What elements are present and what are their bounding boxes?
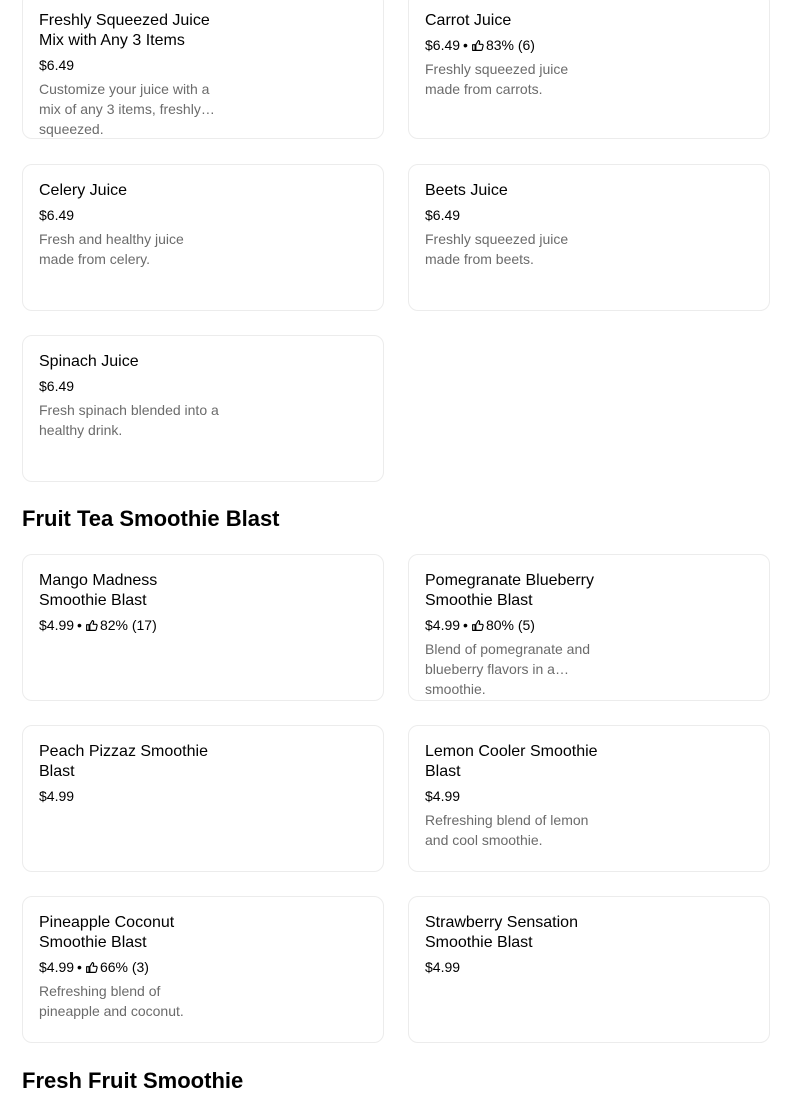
item-name: Beets Juice (425, 182, 508, 199)
item-price: $4.99 (39, 959, 75, 975)
item-price: $6.49 (425, 207, 461, 223)
item-name: Lemon Cooler Smoothie Blast (425, 743, 598, 780)
menu-item-card[interactable] (408, 896, 770, 1043)
item-rating: 82% (17) (99, 617, 157, 633)
section-title: Fresh Fruit Smoothie (22, 1068, 244, 1093)
item-description: Customize your juice with a mix of any 3 items, freshly squeezed. (39, 81, 210, 137)
item-name: Pomegranate Blueberry Smoothie Blast (425, 572, 594, 609)
item-name: Strawberry Sensation Smoothie Blast (425, 914, 578, 951)
item-price-line (425, 205, 615, 225)
item-price-line (39, 786, 229, 806)
item-price: $4.99 (425, 959, 461, 975)
menu-item-card[interactable] (408, 725, 770, 872)
menu-item-card[interactable] (22, 896, 384, 1043)
thumbs-up-icon (85, 961, 98, 974)
thumbs-up-icon (471, 39, 484, 52)
item-price: $6.49 (425, 37, 461, 53)
item-name: Freshly Squeezed Juice Mix with Any 3 Items (39, 12, 210, 49)
thumbs-up-icon (85, 619, 98, 632)
item-name: Carrot Juice (425, 12, 512, 29)
item-price-line (425, 957, 615, 977)
item-description: Blend of pomegranate and blueberry flavors in a smoothie. (425, 641, 591, 697)
menu-item-card[interactable] (22, 725, 384, 872)
item-description: Freshly squeezed juice made from carrots. (425, 61, 569, 97)
item-price-line (425, 786, 615, 806)
item-rating: 83% (6) (485, 37, 535, 53)
menu-item-card[interactable] (22, 554, 384, 701)
item-price-line (39, 205, 229, 225)
menu-item-card[interactable] (22, 335, 384, 482)
separator-dot: • (77, 617, 82, 633)
item-price: $4.99 (425, 788, 461, 804)
item-name: Pineapple Coconut Smoothie Blast (39, 914, 175, 951)
item-price: $4.99 (39, 617, 75, 633)
menu-item-card[interactable] (22, 0, 384, 139)
item-name: Celery Juice (39, 182, 128, 199)
separator-dot: • (463, 37, 468, 53)
item-rating: 66% (3) (99, 959, 149, 975)
item-name: Spinach Juice (39, 353, 139, 370)
menu-item-card[interactable] (408, 0, 770, 139)
menu-item-card[interactable] (408, 164, 770, 311)
item-name: Mango Madness Smoothie Blast (39, 572, 158, 609)
item-price: $4.99 (39, 788, 75, 804)
item-price-line (425, 35, 615, 55)
item-description: Refreshing blend of pineapple and coconut. (39, 983, 184, 1019)
item-description: Fresh spinach blended into a healthy drink. (39, 402, 219, 438)
menu-item-card[interactable] (408, 554, 770, 701)
thumbs-up-icon (471, 619, 484, 632)
item-description: Freshly squeezed juice made from beets. (425, 231, 569, 267)
item-price-line (39, 615, 229, 635)
item-price-line (39, 55, 229, 75)
item-price: $4.99 (425, 617, 461, 633)
item-description: Fresh and healthy juice made from celery. (39, 231, 184, 267)
item-price-line (39, 376, 229, 396)
separator-dot: • (463, 617, 468, 633)
separator-dot: • (77, 959, 82, 975)
item-price: $6.49 (39, 207, 75, 223)
menu-item-card[interactable] (22, 164, 384, 311)
item-name: Peach Pizzaz Smoothie Blast (39, 743, 208, 780)
item-price-line (39, 957, 229, 977)
item-price: $6.49 (39, 57, 75, 73)
section-title: Fruit Tea Smoothie Blast (22, 506, 280, 531)
item-description: Refreshing blend of lemon and cool smoothie. (425, 812, 589, 848)
item-price-line (425, 615, 615, 635)
item-price: $6.49 (39, 378, 75, 394)
item-rating: 80% (5) (485, 617, 535, 633)
